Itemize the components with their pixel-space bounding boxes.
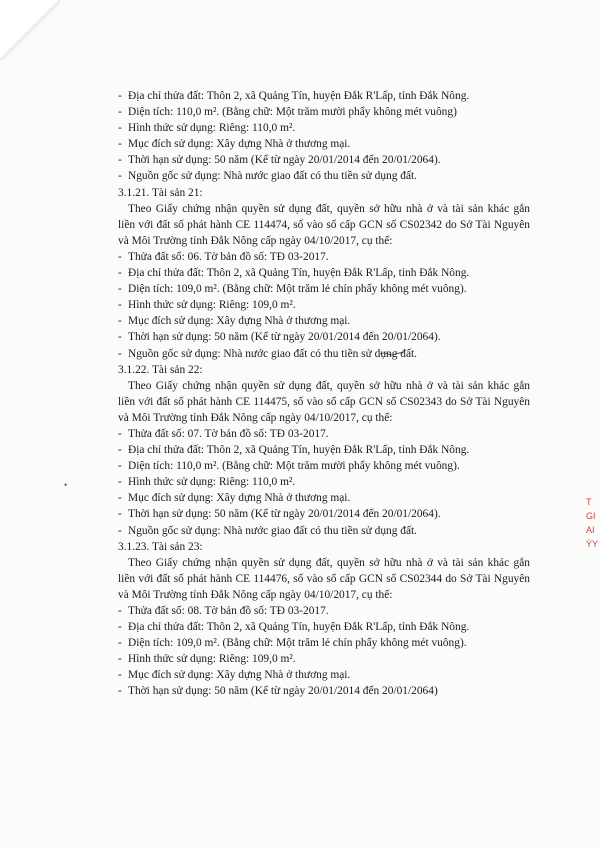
- paragraph-line: Theo Giấy chứng nhận quyền sử dụng đất, quyền sở hữu nhà ở và tài sản khác gắn: [128, 379, 530, 392]
- list-item: - Địa chỉ thửa đất: Thôn 2, xã Quảng Tín, huyện Đắk R'Lấp, tỉnh Đắk Nông.: [118, 442, 530, 458]
- list-item: - Thời hạn sử dụng: 50 năm (Kể từ ngày 20/01/2014 đến 20/01/2064).: [118, 506, 530, 522]
- document-body: [118, 88, 530, 700]
- paragraph-line: liền với đất số phát hành CE 114475, số vào sổ cấp GCN số CS02343 do Sở Tài Nguyên: [118, 395, 530, 408]
- page-corner-fold: [0, 0, 60, 60]
- list-item: - Mục đích sử dụng: Xây dựng Nhà ở thương mại.: [118, 136, 530, 152]
- list-item: - Nguồn gốc sử dụng: Nhà nước giao đất có thu tiền sử dụng đất.: [118, 168, 530, 184]
- list-item: - Nguồn gốc sử dụng: Nhà nước giao đất có thu tiền sử dụng đất.: [118, 346, 530, 362]
- list-item: - Thời hạn sử dụng: 50 năm (Kể từ ngày 20/01/2014 đến 20/01/2064): [118, 683, 530, 699]
- list-item: - Hình thức sử dụng: Riêng: 109,0 m².: [118, 297, 530, 313]
- list-item: - Thửa đất số: 06. Tờ bản đồ số: TĐ 03-2017.: [118, 249, 530, 265]
- paragraph-line: Theo Giấy chứng nhận quyền sử dụng đất, quyền sở hữu nhà ở và tài sản khác gắn: [128, 556, 530, 569]
- paragraph-line: và Môi Trường tỉnh Đắk Nông cấp ngày 04/10/2017, cụ thể:: [118, 411, 393, 424]
- list-item: - Địa chỉ thửa đất: Thôn 2, xã Quảng Tín, huyện Đắk R'Lấp, tỉnh Đắk Nông.: [118, 265, 530, 281]
- list-item: - Địa chỉ thửa đất: Thôn 2, xã Quảng Tín, huyện Đắk R'Lấp, tỉnh Đắk Nông.: [118, 619, 530, 635]
- list-item: - Địa chỉ thửa đất: Thôn 2, xã Quảng Tín, huyện Đắk R'Lấp, tỉnh Đắk Nông.: [118, 88, 530, 104]
- paragraph-line: và Môi Trường tỉnh Đắk Nông cấp ngày 04/10/2017, cụ thể:: [118, 588, 393, 601]
- stamp-letter: ỲY: [586, 539, 599, 549]
- paragraph-line: liền với đất số phát hành CE 114474, số vào sổ cấp GCN số CS02342 do Sở Tài Nguyên: [118, 218, 530, 231]
- list-item: - Diện tích: 109,0 m². (Bằng chữ: Một trăm lẻ chín phẩy không mét vuông).: [118, 635, 530, 651]
- list-item: - Diện tích: 109,0 m². (Bằng chữ: Một trăm lẻ chín phẩy không mét vuông).: [118, 281, 530, 297]
- list-item: - Thửa đất số: 07. Tờ bản đồ số: TĐ 03-2017.: [118, 426, 530, 442]
- paragraph-line: và Môi Trường tỉnh Đắk Nông cấp ngày 04/10/2017, cụ thể:: [118, 234, 393, 247]
- section-heading: 3.1.23. Tài sản 23:: [118, 540, 203, 553]
- section-heading: 3.1.21. Tài sản 21:: [118, 186, 203, 199]
- list-item: - Thời hạn sử dụng: 50 năm (Kể từ ngày 20/01/2014 đến 20/01/2064).: [118, 152, 530, 168]
- list-item: - Thửa đất số: 08. Tờ bản đồ số: TĐ 03-2017.: [118, 603, 530, 619]
- list-item: - Mục đích sử dụng: Xây dựng Nhà ở thương mại.: [118, 667, 530, 683]
- paragraph-line: Theo Giấy chứng nhận quyền sử dụng đất, quyền sở hữu nhà ở và tài sản khác gắn: [128, 202, 530, 215]
- list-item: - Diện tích: 110,0 m². (Bằng chữ: Một trăm mười phẩy không mét vuông): [118, 104, 530, 120]
- stamp-letter: AI: [586, 525, 595, 535]
- stamp-letter: GI: [586, 511, 596, 521]
- list-item: - Mục đích sử dụng: Xây dựng Nhà ở thương mại.: [118, 313, 530, 329]
- list-item: - Thời hạn sử dụng: 50 năm (Kể từ ngày 20/01/2014 đến 20/01/2064).: [118, 329, 530, 345]
- side-stamp-fragment: [586, 495, 600, 551]
- list-item: - Hình thức sử dụng: Riêng: 109,0 m².: [118, 651, 530, 667]
- list-item: - Mục đích sử dụng: Xây dựng Nhà ở thương mại.: [118, 490, 530, 506]
- list-item: - Hình thức sử dụng: Riêng: 110,0 m².: [118, 120, 530, 136]
- stamp-letter: T: [586, 497, 592, 507]
- margin-mark: •: [64, 480, 68, 490]
- list-item: - Nguồn gốc sử dụng: Nhà nước giao đất có thu tiền sử dụng đất.: [118, 523, 530, 539]
- section-heading: 3.1.22. Tài sản 22:: [118, 363, 203, 376]
- paragraph-line: liền với đất số phát hành CE 114476, số vào sổ cấp GCN số CS02344 do Sở Tài Nguyên: [118, 572, 530, 585]
- list-item: - Hình thức sử dụng: Riêng: 110,0 m².: [118, 474, 530, 490]
- list-item: - Diện tích: 110,0 m². (Bằng chữ: Một trăm mười phẩy không mét vuông).: [118, 458, 530, 474]
